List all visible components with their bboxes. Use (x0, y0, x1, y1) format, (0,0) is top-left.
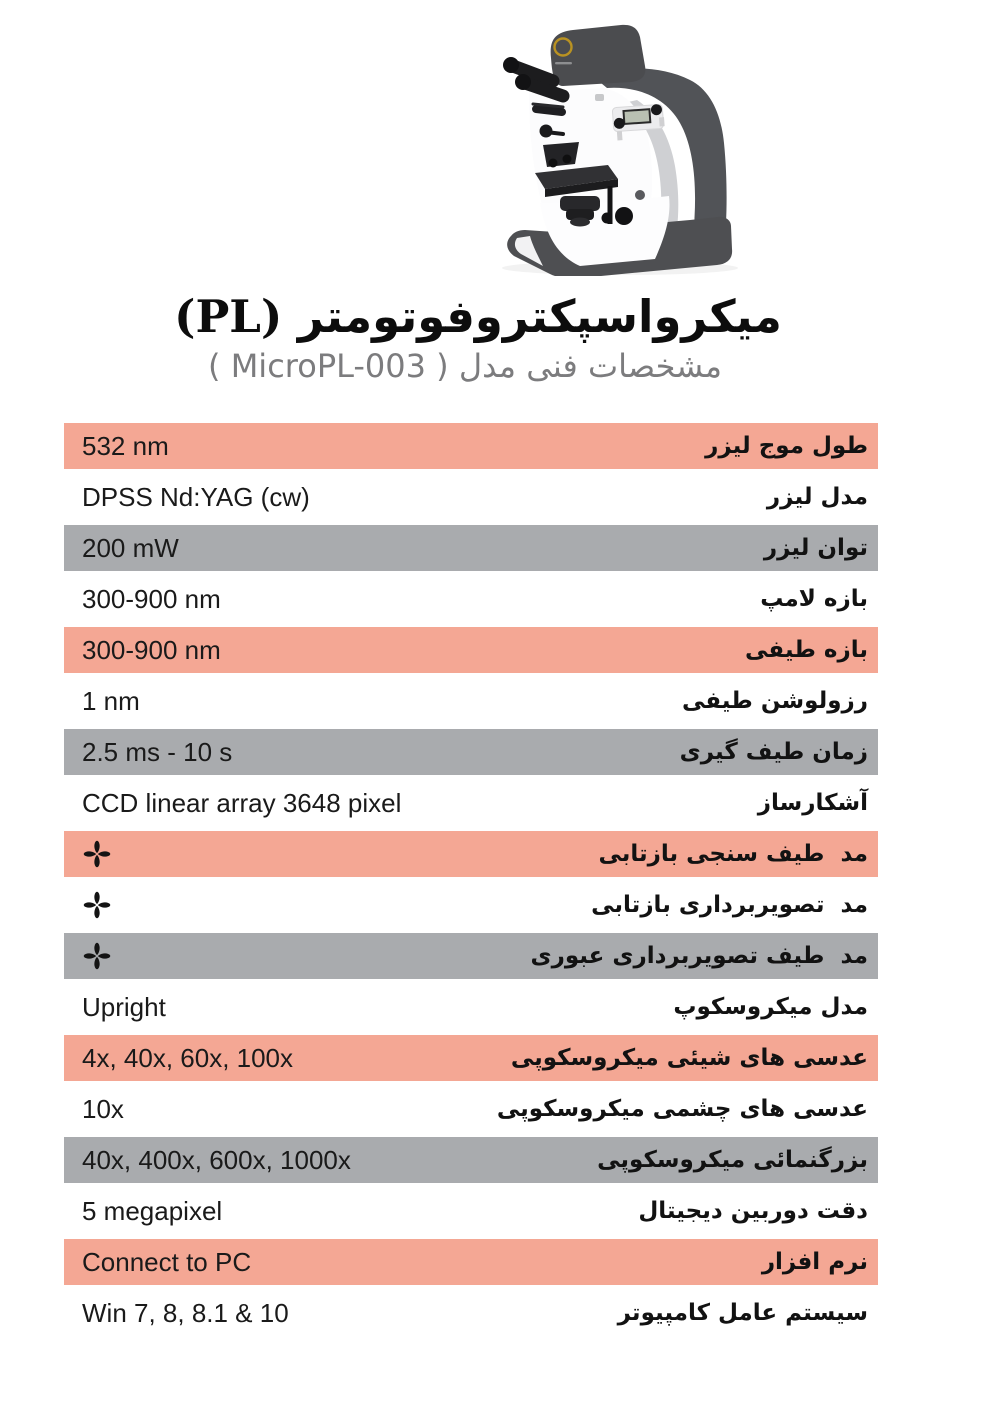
spec-table (64, 423, 878, 1341)
spec-value: 200 mW (82, 532, 179, 563)
spec-row (64, 627, 878, 673)
spec-label: دقت دوربین دیجیتال (638, 1198, 868, 1224)
page-subtitle: مشخصات فنی مدل ( MicroPL-003 ) (208, 347, 722, 385)
spec-value (64, 941, 112, 971)
spec-row (64, 831, 878, 877)
spec-label: رزولوشن طیفی (681, 688, 868, 714)
spec-row (64, 1035, 878, 1081)
spec-value: DPSS Nd:YAG (cw) (82, 481, 310, 512)
spec-label: زمان طیف گیری (679, 739, 868, 765)
spec-label: بازه طیفی (745, 637, 868, 663)
spec-label: بازه لامپ (760, 586, 868, 612)
four-petal-asterisk-icon (82, 839, 112, 869)
spec-label: سیستم عامل کامپیوتر (617, 1300, 868, 1326)
spec-value: CCD linear array 3648 pixel (82, 787, 402, 818)
spec-row (64, 1239, 878, 1285)
spec-label: مدل میکروسکوپ (673, 994, 868, 1020)
spec-row (64, 423, 878, 469)
spec-label: بزرگنمائی میکروسکوپی (597, 1147, 868, 1173)
four-petal-asterisk-icon (82, 890, 112, 920)
spec-label: مدل لیزر (766, 484, 868, 510)
spec-row (64, 933, 878, 979)
spec-value (64, 890, 112, 920)
spec-value: 2.5 ms - 10 s (82, 736, 233, 767)
spec-label: آشکارساز (757, 790, 868, 816)
spec-label: نرم افزار (761, 1249, 868, 1275)
spec-value: 300-900 nm (82, 634, 221, 665)
spec-row (64, 474, 878, 520)
spec-value: 4x, 40x, 60x, 100x (82, 1042, 294, 1073)
spec-value (64, 839, 112, 869)
spec-label: طول موج لیزر (705, 433, 868, 459)
spec-row (64, 1086, 878, 1132)
spec-value: Connect to PC (82, 1246, 252, 1277)
spec-row (64, 525, 878, 571)
spec-value: Upright (82, 991, 166, 1022)
brand-text (555, 62, 572, 64)
page-title: میکرواسپکتروفوتومتر (PL) (174, 290, 782, 343)
spec-row (64, 576, 878, 622)
spec-label: مد طیف تصویربرداری عبوری (530, 943, 868, 969)
spec-label: توان لیزر (763, 535, 868, 561)
spec-label: عدسی های چشمی میکروسکوپی (496, 1096, 868, 1122)
spec-row (64, 1188, 878, 1234)
spec-value: Win 7, 8, 8.1 & 10 (82, 1297, 289, 1328)
spec-label: عدسی های شیئی میکروسکوپی (510, 1045, 868, 1071)
spec-row (64, 1290, 878, 1336)
spec-label: مد طیف سنجی بازتابی (598, 841, 868, 867)
spec-value: 300-900 nm (82, 583, 221, 614)
spec-row (64, 780, 878, 826)
objective-turret (543, 142, 579, 168)
spec-value: 10x (82, 1093, 124, 1124)
microscope-product-image (495, 18, 745, 276)
spec-value: 1 nm (82, 685, 140, 716)
spec-row (64, 1137, 878, 1183)
four-petal-asterisk-icon (82, 941, 112, 971)
spec-row (64, 882, 878, 928)
spec-value: 40x, 400x, 600x, 1000x (82, 1144, 351, 1175)
spec-label: مد تصویربرداری بازتابی (591, 892, 868, 918)
spec-value: 532 nm (82, 430, 169, 461)
spec-row (64, 729, 878, 775)
spec-value: 5 megapixel (82, 1195, 223, 1226)
spec-row (64, 678, 878, 724)
spec-row (64, 984, 878, 1030)
